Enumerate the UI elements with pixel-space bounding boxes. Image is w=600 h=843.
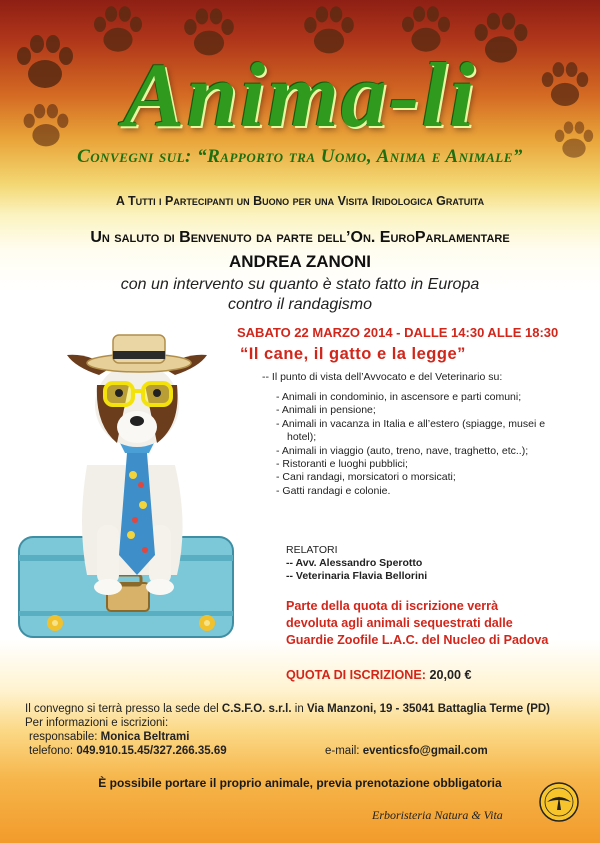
donation-note xyxy=(286,598,596,649)
list-item: - Gatti randagi e colonie. xyxy=(276,485,566,498)
list-item: - Animali in pensione; xyxy=(276,404,566,417)
list-item: - Cani randagi, morsicatori o morsicati; xyxy=(276,471,566,484)
email-line xyxy=(325,745,488,757)
welcome-line: Un saluto di Benvenuto da parte dell’On. EuroParlamentare xyxy=(90,229,510,246)
venue-name: C.S.F.O. s.r.l. xyxy=(221,703,292,715)
poster-subtitle: Convegni sul: “Rapporto tra Uomo, Anima e Animale” xyxy=(77,146,523,167)
phone-label: telefono: xyxy=(29,745,74,757)
fee-label: QUOTA DI ISCRIZIONE: xyxy=(286,668,426,682)
speaker-intro-line: con un intervento su quanto è stato fatto in Europa xyxy=(120,276,480,293)
responsible-line xyxy=(29,731,189,743)
donation-line: Guardie Zoofile L.A.C. del Nucleo di Padova xyxy=(286,633,549,647)
voucher-line: A Tutti i Partecipanti un Buono per una Visita Iridologica Gratuita xyxy=(115,194,485,208)
list-item: - Ristoranti e luoghi pubblici; xyxy=(276,458,566,471)
speaker-intro xyxy=(0,275,600,315)
venue-address: Via Manzoni, 19 - 35041 Battaglia Terme (PD) xyxy=(306,703,551,715)
topic-list xyxy=(276,391,566,498)
list-item: - Animali in vacanza in Italia e all’estero (spiagge, musei e hotel); xyxy=(276,418,566,445)
email-label: e-mail: xyxy=(325,745,360,757)
shop-name: Erboristeria Natura & Vita xyxy=(372,808,503,822)
phone-line xyxy=(29,745,227,757)
registration-fee xyxy=(286,668,471,682)
dog-photo xyxy=(17,325,242,645)
venue-line xyxy=(25,703,550,715)
speakers-title: RELATORI xyxy=(286,544,338,556)
guest-speaker: ANDREA ZANONI xyxy=(229,252,371,271)
responsible-label: responsabile: xyxy=(29,731,98,743)
email-value[interactable]: eventicsfo@gmail.com xyxy=(362,745,488,757)
event-date: SABATO 22 MARZO 2014 - DALLE 14:30 ALLE 18:30 xyxy=(237,325,559,340)
poster-title: Anima-li xyxy=(123,44,477,146)
phone-value: 049.910.15.45/327.266.35.69 xyxy=(76,745,227,757)
list-item: - Animali in condominio, in ascensore e parti comuni; xyxy=(276,391,566,404)
point-of-view: -- Il punto di vista dell’Avvocato e del Veterinario su: xyxy=(262,371,503,383)
list-item: - Animali in viaggio (auto, treno, nave, traghetto, etc..); xyxy=(276,445,566,458)
speakers-list xyxy=(286,557,427,583)
list-item: -- Veterinaria Flavia Bellorini xyxy=(286,570,427,583)
speaker-intro-line: contro il randagismo xyxy=(227,296,373,313)
pet-notice: È possibile portare il proprio animale, previa prenotazione obbligatoria xyxy=(98,776,502,790)
organizer-logo xyxy=(537,780,581,824)
venue-mid: in xyxy=(294,703,304,715)
list-item: -- Avv. Alessandro Sperotto xyxy=(286,557,427,570)
talk-title: “Il cane, il gatto e la legge” xyxy=(240,345,466,363)
responsible-name: Monica Beltrami xyxy=(100,731,190,743)
donation-line: Parte della quota di iscrizione verrà xyxy=(286,599,499,613)
donation-line: devoluta agli animali sequestrati dalle xyxy=(286,616,513,630)
fee-value: 20,00 € xyxy=(429,668,472,682)
venue-prefix: Il convegno si terrà presso la sede del xyxy=(25,703,219,715)
contact-line: Per informazioni e iscrizioni: xyxy=(25,717,169,729)
